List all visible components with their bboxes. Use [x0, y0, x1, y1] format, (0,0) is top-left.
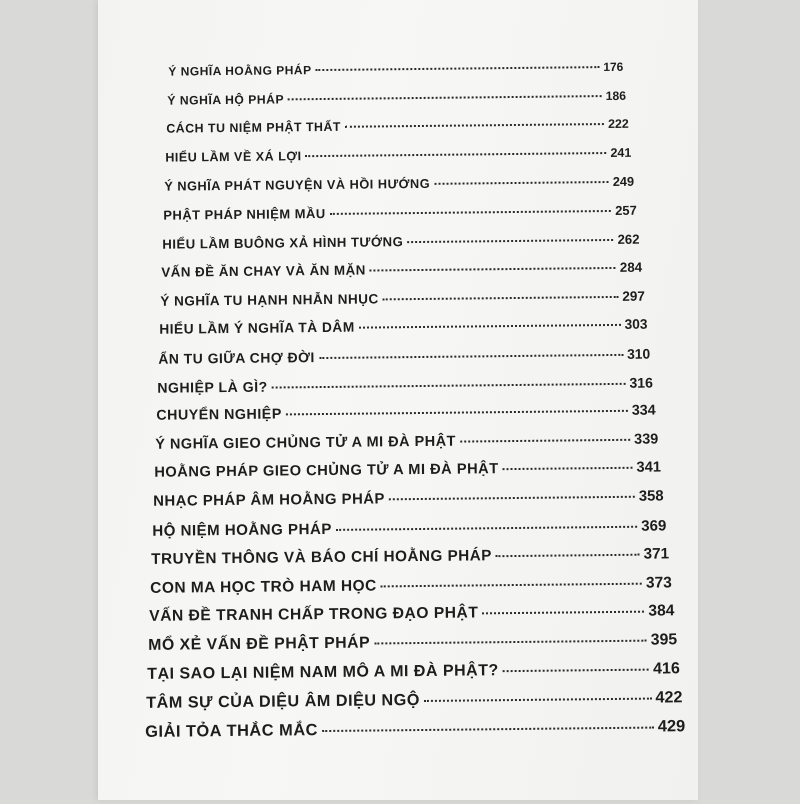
dot-leader — [381, 582, 642, 587]
toc-entry-page: 358 — [638, 488, 664, 505]
toc-entry — [156, 403, 655, 424]
toc-entry — [146, 688, 682, 713]
dot-leader — [460, 439, 630, 443]
toc-entry-title: HOẰNG PHÁP GIEO CHỦNG TỬ A MI ĐÀ PHẬT — [154, 461, 499, 482]
toc-entry-page: 369 — [641, 517, 667, 535]
toc-entry — [163, 203, 637, 223]
toc-entry-title: HIỂU LẦM BUÔNG XẢ HÌNH TƯỚNG — [162, 233, 404, 252]
toc-entry — [149, 603, 674, 626]
toc-entry — [167, 88, 626, 107]
toc-entry-title: VẤN ĐỀ ĂN CHAY VÀ ĂN MẶN — [161, 262, 366, 280]
toc-entry-title: TÂM SỰ CỦA DIỆU ÂM DIỆU NGỘ — [146, 691, 420, 713]
dot-leader — [374, 640, 647, 645]
toc-entry-page: 241 — [610, 145, 632, 160]
toc-entry-page: 422 — [655, 688, 683, 707]
toc-entry-title: HIỂU LẦM Ý NGHĨA TÀ DÂM — [159, 320, 355, 338]
dot-leader — [389, 496, 635, 501]
toc-entry-title: CHUYỂN NGHIỆP — [156, 406, 282, 424]
toc-entry-page: 384 — [648, 602, 675, 621]
dot-leader — [336, 525, 637, 530]
toc-entry-page: 316 — [629, 374, 653, 391]
dot-leader — [434, 181, 609, 185]
toc-entry — [152, 517, 666, 539]
toc-entry-title: HIỂU LẦM VỀ XÁ LỢI — [165, 149, 302, 165]
toc-entry-title: ẨN TU GIỮA CHỢ ĐỜI — [158, 349, 315, 367]
toc-entry — [154, 460, 661, 481]
toc-entry — [147, 660, 680, 684]
dot-leader — [288, 95, 602, 100]
toc-entry-page: 341 — [636, 459, 662, 477]
dot-leader — [503, 467, 633, 470]
toc-entry — [158, 346, 650, 367]
toc-entry — [153, 488, 664, 509]
dot-leader — [330, 210, 612, 215]
toc-entry — [159, 317, 647, 337]
toc-entry-title: NGHIỆP LÀ GÌ? — [157, 378, 268, 396]
toc-entry — [155, 431, 658, 452]
dot-leader — [482, 611, 644, 615]
dot-leader — [383, 296, 619, 300]
toc-entry — [161, 260, 642, 280]
toc-entry-page: 429 — [657, 717, 686, 736]
toc-entry — [164, 174, 634, 194]
dot-leader — [345, 123, 604, 128]
toc-entry — [166, 117, 629, 136]
toc-entry — [145, 717, 685, 742]
toc-entry-page: 297 — [622, 288, 645, 304]
toc-entry-title: TẠI SAO LẠI NIỆM NAM MÔ A MI ĐÀ PHẬT? — [147, 661, 499, 683]
toc-entry-page: 339 — [634, 431, 659, 448]
dot-leader — [496, 554, 640, 558]
toc-entry-page: 371 — [643, 545, 670, 563]
dot-leader — [316, 66, 600, 71]
toc-entry-title: Ý NGHĨA TU HẠNH NHẪN NHỤC — [160, 291, 379, 309]
toc-entry-page: 186 — [605, 88, 627, 103]
toc-entry-title: GIẢI TỎA THẮC MẮC — [145, 720, 319, 741]
toc-entry-page: 284 — [619, 259, 643, 276]
toc-entry — [157, 374, 653, 395]
toc-entry — [168, 60, 623, 79]
toc-entry-title: NHẠC PHÁP ÂM HOẰNG PHÁP — [153, 491, 385, 510]
toc-entry-title: Ý NGHĨA GIEO CHỦNG TỬ A MI ĐÀ PHẬT — [155, 433, 457, 453]
dot-leader — [503, 668, 649, 672]
toc-entry — [165, 146, 631, 165]
dot-leader — [319, 354, 623, 359]
toc-entry-page: 222 — [607, 116, 629, 132]
toc-entry-page: 334 — [631, 402, 656, 419]
toc-entry-page: 262 — [617, 231, 640, 247]
dot-leader — [424, 698, 652, 702]
toc-entry-page: 257 — [615, 202, 637, 218]
toc-entry-page: 249 — [612, 174, 635, 190]
toc-entry-title: VẤN ĐỀ TRANH CHẤP TRONG ĐẠO PHẬT — [149, 604, 479, 626]
toc-entry-page: 303 — [624, 317, 648, 333]
dot-leader — [359, 324, 621, 329]
dot-leader — [286, 410, 628, 416]
dot-leader — [407, 239, 613, 243]
toc-entry-title: TRUYỀN THÔNG VÀ BÁO CHÍ HOẰNG PHÁP — [151, 547, 492, 569]
toc-entry-title: MỔ XẺ VẤN ĐỀ PHẬT PHÁP — [148, 634, 371, 654]
toc-entry — [160, 288, 645, 308]
toc-entry-page: 395 — [650, 631, 678, 649]
toc-entry — [151, 546, 669, 568]
toc-entry-title: CÁCH TU NIỆM PHẬT THẤT — [166, 119, 342, 136]
toc-entry — [150, 574, 672, 597]
toc-entry-page: 416 — [653, 659, 680, 678]
toc-entry-title: Ý NGHĨA HỘ PHÁP — [167, 91, 285, 108]
toc-entry-title: Ý NGHĨA PHÁT NGUYỆN VÀ HỒI HƯỚNG — [164, 176, 431, 195]
dot-leader — [322, 726, 654, 731]
toc-entry — [162, 231, 639, 251]
toc-entry-page: 310 — [626, 345, 651, 362]
toc-entry — [148, 631, 677, 655]
dot-leader — [272, 382, 626, 388]
dot-leader — [306, 152, 607, 157]
toc-entry-title: PHẬT PHÁP NHIỆM MẦU — [163, 205, 326, 223]
toc-entry-title: HỘ NIỆM HOẰNG PHÁP — [152, 520, 332, 540]
toc-entry-page: 176 — [603, 59, 624, 75]
dot-leader — [370, 267, 616, 272]
toc-entry-title: CON MA HỌC TRÒ HAM HỌC — [150, 577, 377, 597]
toc-entry-page: 373 — [645, 574, 672, 592]
toc-entry-title: Ý NGHĨA HOẰNG PHÁP — [168, 63, 312, 79]
